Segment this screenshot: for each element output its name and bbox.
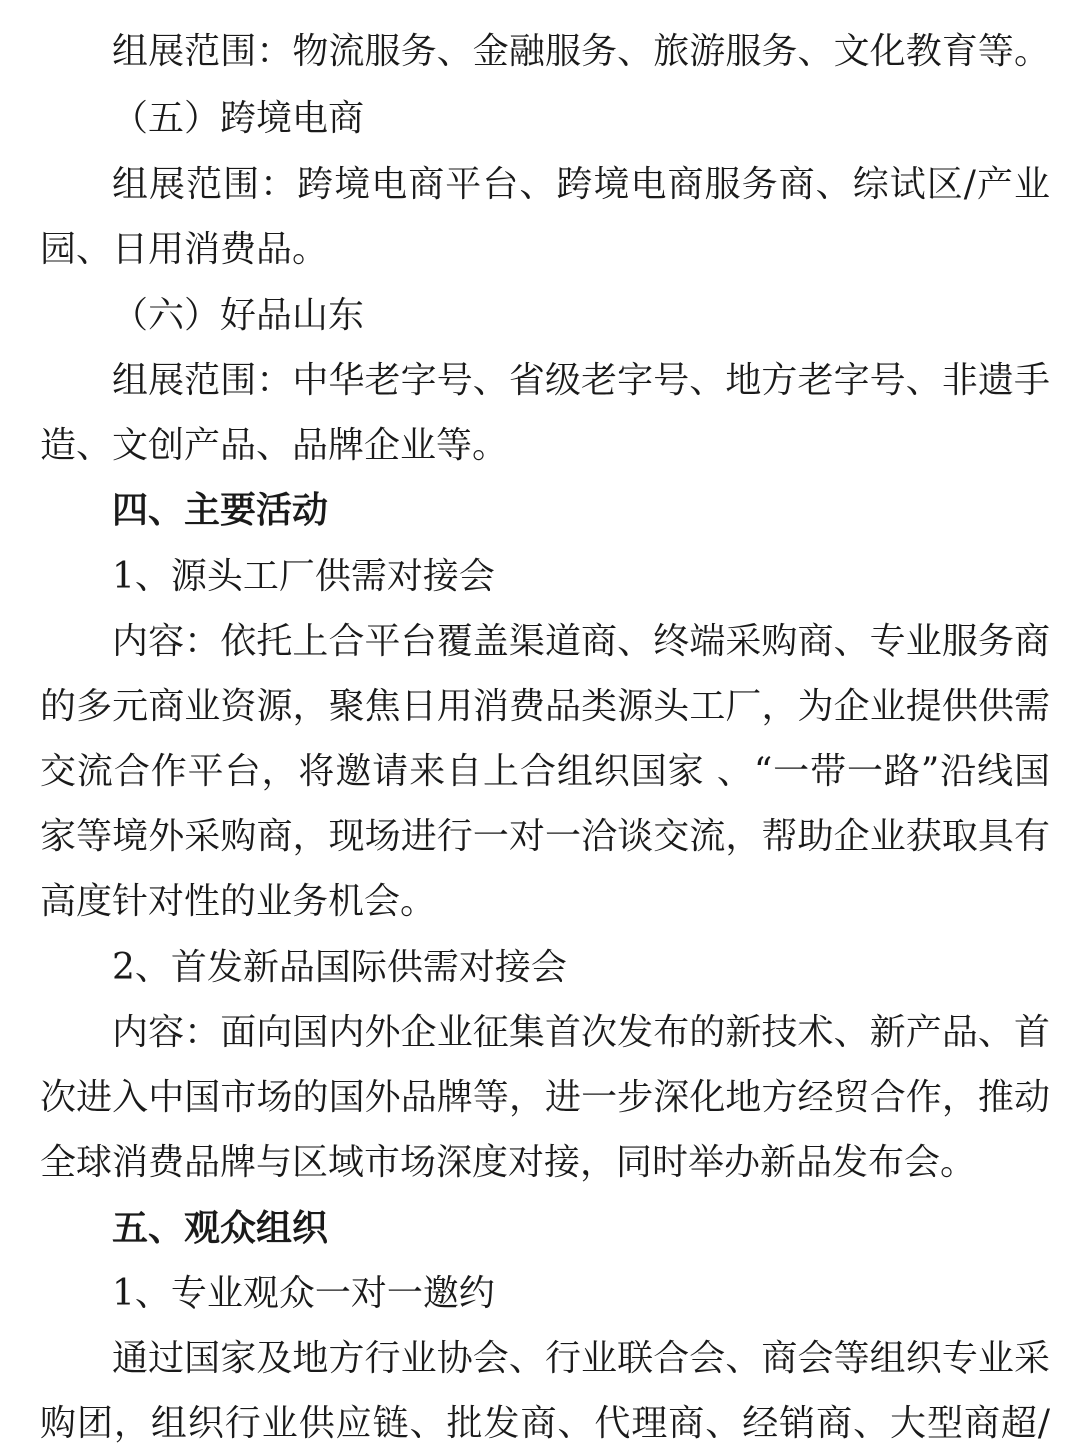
activity-2-content-line2: 次进入中国市场的国外品牌等，进一步深化地方经贸合作，推动 [40,1077,1050,1118]
heading-main-activities: 四、主要活动 [112,490,329,531]
section-good-products-shandong: （六）好品山东 [112,295,365,336]
activity-2-content-line1: 内容：面向国内外企业征集首次发布的新技术、新产品、首 [112,1012,1050,1053]
audience-1-content-line2: 购团，组织行业供应链、批发商、代理商、经销商、大型商超/ [40,1403,1050,1444]
exhibit-scope-services: 组展范围：物流服务、金融服务、旅游服务、文化教育等。 [112,31,1050,72]
activity-1-content-line1: 内容：依托上合平台覆盖渠道商、终端采购商、专业服务商 [112,621,1050,662]
audience-1-title: 1、专业观众一对一邀约 [112,1273,495,1314]
activity-2-title: 2、首发新品国际供需对接会 [112,947,567,988]
exhibit-scope-brands-line2: 造、文创产品、品牌企业等。 [40,425,509,466]
activity-1-title: 1、源头工厂供需对接会 [112,556,495,597]
activity-1-content-line2: 的多元商业资源，聚焦日用消费品类源头工厂，为企业提供供需 [40,686,1050,727]
activity-1-content-line4: 家等境外采购商，现场进行一对一洽谈交流，帮助企业获取具有 [40,816,1050,857]
exhibit-scope-ecommerce-line2: 园、日用消费品。 [40,229,329,270]
exhibit-scope-brands-line1: 组展范围：中华老字号、省级老字号、地方老字号、非遗手 [112,360,1050,401]
section-cross-border-ecommerce: （五）跨境电商 [112,98,365,139]
activity-2-content-line3: 全球消费品牌与区域市场深度对接，同时举办新品发布会。 [40,1142,977,1183]
activity-1-content-line3: 交流合作平台，将邀请来自上合组织国家 、“一带一路”沿线国 [40,751,1050,792]
heading-audience-organization: 五、观众组织 [112,1208,329,1249]
audience-1-content-line1: 通过国家及地方行业协会、行业联合会、商会等组织专业采 [112,1338,1050,1379]
activity-1-content-line5: 高度针对性的业务机会。 [40,881,437,922]
exhibit-scope-ecommerce-line1: 组展范围：跨境电商平台、跨境电商服务商、综试区/产业 [112,164,1050,205]
